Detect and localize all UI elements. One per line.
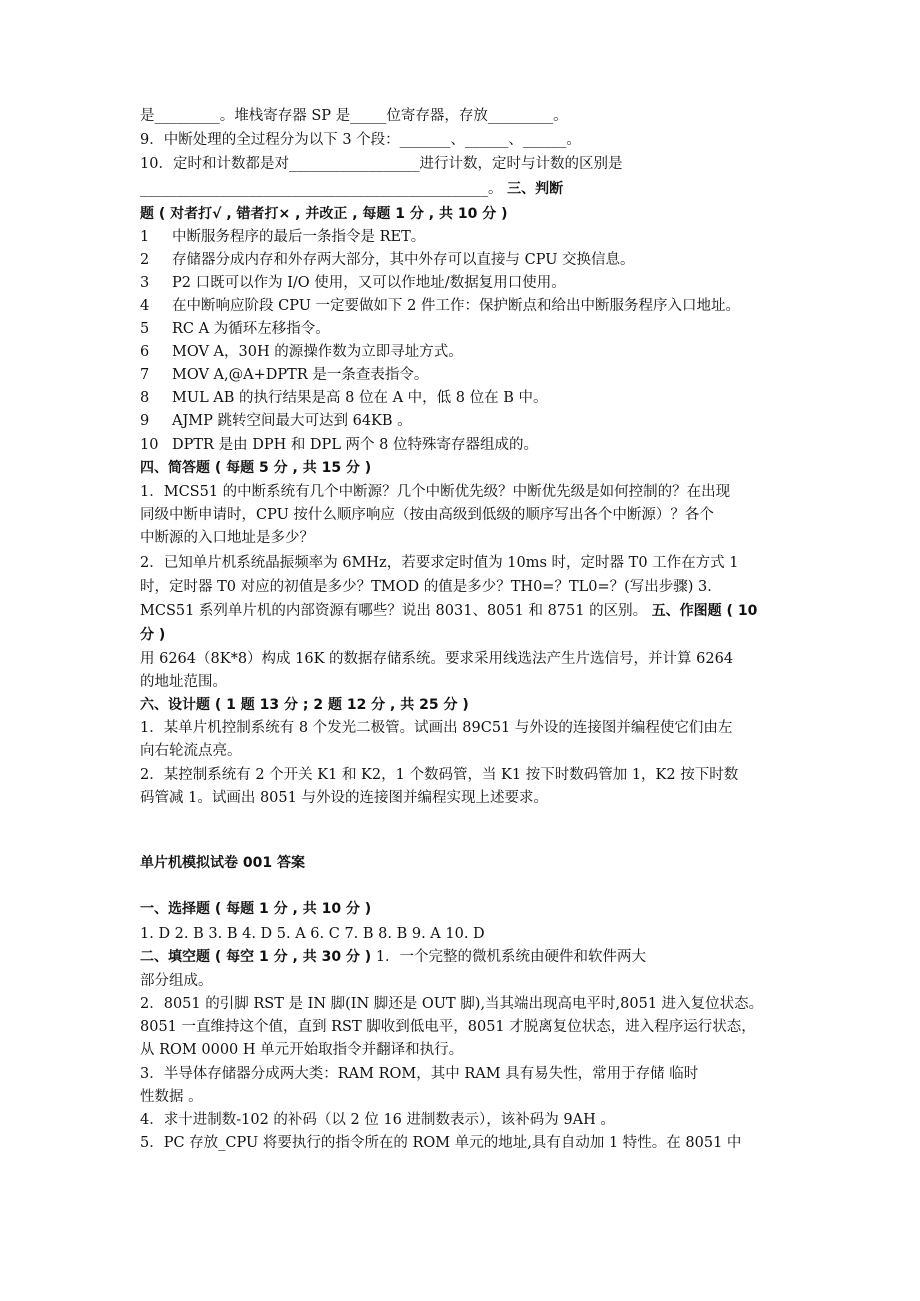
paragraph-line: 8051 一直维持这个值，直到 RST 脚收到低电平，8051 才脱离复位状态，进入程序运行状态， — [140, 1019, 756, 1035]
text: ________________________________________________。 — [140, 181, 503, 197]
judge-item — [140, 273, 800, 293]
judge-item — [140, 250, 800, 270]
item-text: MUL AB 的执行结果是高 8 位在 A 中，低 8 位在 B 中。 — [172, 390, 548, 406]
judge-item — [140, 388, 800, 408]
judge-item — [140, 365, 800, 385]
question-9 — [140, 130, 800, 150]
item-number: 6 — [140, 344, 150, 360]
section-heading-short-answer: 四、简答题 ( 每题 5 分 , 共 15 分 ) — [140, 460, 372, 476]
section-heading-drawing-cont: 分 ) — [140, 627, 166, 643]
paragraph-line: 用 6264（8K*8）构成 16K 的数据存储系统。要求采用线选法产生片选信号，并计算 6264 — [140, 651, 734, 667]
paragraph-line: 中断源的入口地址是多少？ — [140, 530, 314, 546]
section-heading-choice: 一、选择题 ( 每题 1 分 , 共 10 分 ) — [140, 901, 372, 917]
judge-item — [140, 342, 800, 362]
judge-item — [140, 435, 800, 455]
item-number: 3 — [140, 275, 150, 291]
choice-answers: 1. D 2. B 3. B 4. D 5. A 6. C 7. B 8. B 9. A 10. D — [140, 926, 485, 942]
item-text: 中断服务程序的最后一条指令是 RET。 — [172, 229, 426, 245]
paragraph-line: 同级中断申请时，CPU 按什么顺序响应（按由高级到低级的顺序写出各个中断源）？各个 — [140, 507, 714, 523]
section-heading-judge-cont: 题 ( 对者打√ , 错者打× , 并改正 , 每题 1 分 , 共 10 分 ) — [140, 206, 508, 222]
judge-item — [140, 411, 800, 431]
item-number: 5 — [140, 321, 150, 337]
paragraph-line: 码管减 1。试画出 8051 与外设的连接图并编程实现上述要求。 — [140, 790, 548, 806]
paragraph-line: 4．求十进制数-102 的补码（以 2 位 16 进制数表示），该补码为 9AH 。 — [140, 1112, 615, 1128]
paragraph-line: 性数据 。 — [140, 1089, 203, 1105]
question-10 — [140, 154, 800, 174]
item-text: 在中断响应阶段 CPU 一定要做如下 2 件工作：保护断点和给出中断服务程序入口地址。 — [172, 298, 740, 314]
section-heading-drawing: 五、作图题 ( 10 — [651, 603, 758, 619]
item-number: 1 — [140, 229, 150, 245]
answer-title: 单片机模拟试卷 001 答案 — [140, 855, 305, 871]
paragraph-line: 的地址范围。 — [140, 674, 227, 690]
judge-item — [140, 319, 800, 339]
text: MCS51 系列单片机的内部资源有哪些？说出 8031、8051 和 8751 的区别。 — [140, 603, 648, 619]
item-number: 10 — [140, 437, 159, 453]
text: 10．定时和计数都是对__________________进行计数，定时与计数的区别是 — [140, 156, 623, 172]
paragraph-line — [140, 601, 800, 621]
item-number: 7 — [140, 367, 150, 383]
paragraph-line: 5．PC 存放_CPU 将要执行的指令所在的 ROM 单元的地址,具有自动加 1 特性。在 8051 中 — [140, 1135, 742, 1151]
text: 1．一个完整的微机系统由硬件和软件两大 — [371, 949, 647, 965]
section-heading-judge: 三、判断 — [507, 181, 564, 197]
item-number: 9 — [140, 413, 150, 429]
paragraph-line: 2．已知单片机系统晶振频率为 6MHz，若要求定时值为 10ms 时，定时器 T0 工作在方式 1 — [140, 555, 739, 571]
section-heading-design: 六、设计题 ( 1 题 13 分 ; 2 题 12 分 , 共 25 分 ) — [140, 697, 469, 713]
item-number: 8 — [140, 390, 150, 406]
item-text: RC A 为循环左移指令。 — [172, 321, 330, 337]
item-number: 2 — [140, 252, 150, 268]
item-text: 存储器分成内存和外存两大部分，其中外存可以直接与 CPU 交换信息。 — [172, 252, 635, 268]
paragraph-line: 1．MCS51 的中断系统有几个中断源？几个中断优先级？中断优先级是如何控制的？在出现 — [140, 484, 731, 500]
paragraph-line — [140, 947, 800, 967]
paragraph-line: 时，定时器 T0 对应的初值是多少？TMOD 的值是多少？TH0=？TL0=？(写出步骤) 3． — [140, 579, 722, 595]
paragraph-line: 3．半导体存储器分成两大类：RAM ROM，其中 RAM 具有易失性，常用于存储 临时 — [140, 1066, 699, 1082]
paragraph-line: 从 ROM 0000 H 单元开始取指令并翻译和执行。 — [140, 1042, 464, 1058]
paragraph-line: 2．某控制系统有 2 个开关 K1 和 K2，1 个数码管，当 K1 按下时数码管加 1，K2 按下时数 — [140, 767, 739, 783]
section-heading-fill: 二、填空题 ( 每空 1 分 , 共 30 分 ) — [140, 949, 372, 965]
fill-line-sp — [140, 106, 800, 126]
judge-item — [140, 227, 800, 247]
question-10-blank — [140, 179, 800, 199]
item-text: MOV A,@A+DPTR 是一条查表指令。 — [172, 367, 429, 383]
paragraph-line: 向右轮流点亮。 — [140, 743, 242, 759]
judge-item — [140, 296, 800, 316]
item-text: DPTR 是由 DPH 和 DPL 两个 8 位特殊寄存器组成的。 — [172, 437, 538, 453]
item-number: 4 — [140, 298, 150, 314]
item-text: MOV A，30H 的源操作数为立即寻址方式。 — [172, 344, 463, 360]
item-text: AJMP 跳转空间最大可达到 64KB 。 — [172, 413, 412, 429]
text: 是_________。堆栈寄存器 SP 是_____位寄存器，存放_________。 — [140, 108, 568, 124]
paragraph-line: 2．8051 的引脚 RST 是 IN 脚(IN 脚还是 OUT 脚),当其端出现高电平时,8051 进入复位状态。 — [140, 996, 764, 1012]
text: 9．中断处理的全过程分为以下 3 个段：_______、______、______。 — [140, 132, 581, 148]
paragraph-line: 1．某单片机控制系统有 8 个发光二极管。试画出 89C51 与外设的连接图并编程使它们由左 — [140, 720, 733, 736]
item-text: P2 口既可以作为 I/O 使用，又可以作地址/数据复用口使用。 — [172, 275, 566, 291]
paragraph-line: 部分组成。 — [140, 973, 213, 989]
